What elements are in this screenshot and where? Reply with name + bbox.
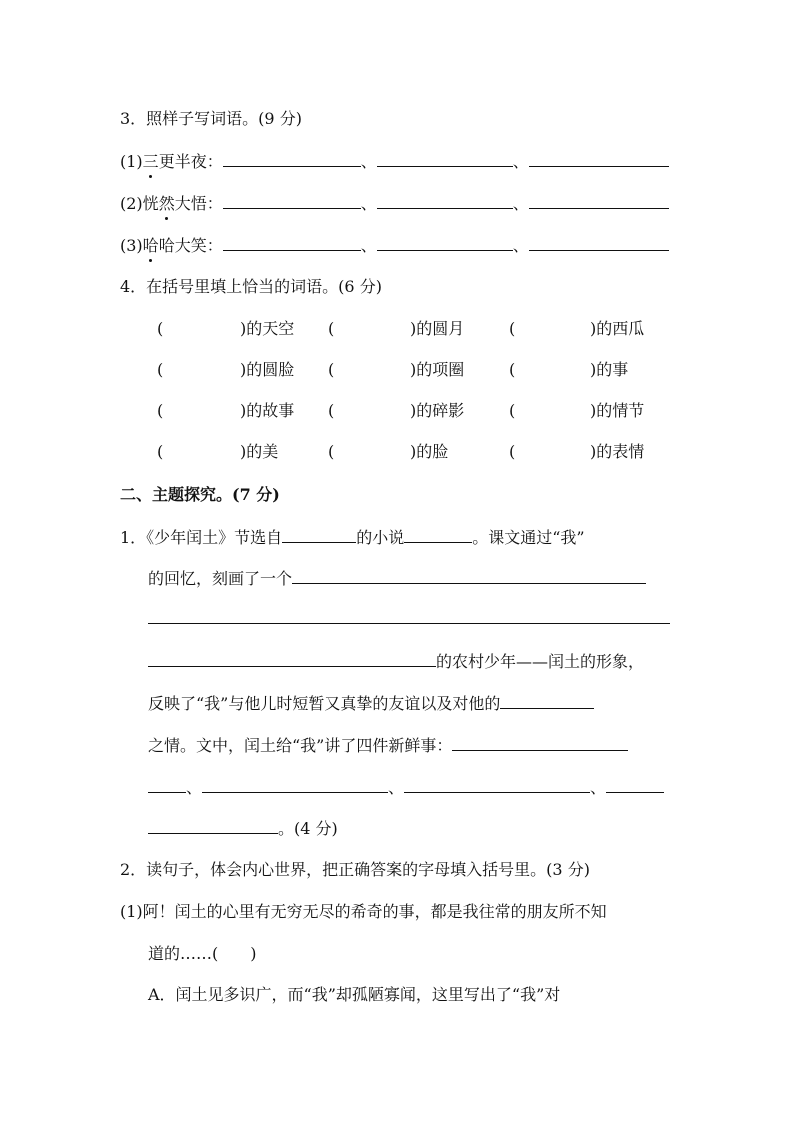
q4-cell: )的圆月 (410, 319, 465, 338)
q4-cell: )的美 (240, 442, 279, 461)
answer-blank[interactable] (223, 192, 361, 209)
open-paren: ( (157, 360, 164, 379)
answer-blank[interactable] (529, 150, 669, 167)
answer-blank[interactable] (377, 192, 513, 209)
q4-cell: )的碎影 (410, 401, 465, 420)
open-paren: ( (328, 442, 335, 461)
open-paren: ( (157, 319, 164, 338)
q4-cell: )的表情 (590, 442, 645, 461)
s2-q1-line-4: 的农村少年——闰土的形象， (148, 650, 644, 673)
answer-blank[interactable] (292, 567, 646, 584)
answer-blank[interactable] (404, 776, 590, 793)
s2-q2-title: 2．读句子，体会内心世界，把正确答案的字母填入括号里。(3 分) (120, 860, 590, 879)
q4-cell: )的事 (590, 360, 629, 379)
answer-blank[interactable] (148, 776, 186, 793)
q3-item-3: (3)哈哈大笑： 、 、 (120, 234, 669, 257)
q4-cell: )的故事 (240, 401, 295, 420)
answer-blank-full-line[interactable] (148, 623, 670, 624)
s2-q1-line-8: 。(4 分) (148, 817, 338, 840)
open-paren: ( (509, 401, 516, 420)
answer-blank[interactable] (202, 776, 388, 793)
dotted-char: 然 (158, 194, 175, 213)
q4-cell: )的脸 (410, 442, 449, 461)
q4-title: 4．在括号里填上恰当的词语。(6 分) (120, 277, 382, 296)
q4-cell: )的天空 (240, 319, 295, 338)
q4-cell: )的情节 (590, 401, 645, 420)
open-paren: ( (509, 360, 516, 379)
q4-cell: )的西瓜 (590, 319, 645, 338)
open-paren: ( (157, 401, 164, 420)
answer-blank[interactable] (223, 150, 361, 167)
s2-q1-line-2: 的回忆，刻画了一个 (148, 567, 646, 590)
answer-blank[interactable] (377, 234, 513, 251)
answer-blank[interactable] (223, 234, 361, 251)
answer-blank[interactable] (148, 650, 436, 667)
q3-title: 3．照样子写词语。(9 分) (120, 109, 302, 128)
answer-blank[interactable] (377, 150, 513, 167)
q3-item-2: (2)恍然大悟： 、 、 (120, 192, 669, 215)
open-paren: ( (509, 319, 516, 338)
q4-cell: )的项圈 (410, 360, 465, 379)
s2-q2-sub1-line-2: 道的……( ) (148, 944, 257, 963)
answer-blank[interactable] (282, 526, 356, 543)
dotted-char: 哈 (142, 236, 159, 255)
open-paren: ( (509, 442, 516, 461)
s2-q2-sub1-line-1: (1)阿！闰土的心里有无穷无尽的希奇的事，都是我往常的朋友所不知 (120, 902, 607, 921)
open-paren: ( (157, 442, 164, 461)
q4-cell: )的圆脸 (240, 360, 295, 379)
dotted-char: 三 (142, 152, 159, 171)
answer-blank[interactable] (148, 817, 278, 834)
s2-q1-line-6: 之情。文中，闰土给“我”讲了四件新鲜事： (148, 734, 628, 757)
open-paren: ( (328, 360, 335, 379)
section-2-title: 二、主题探究。(7 分) (120, 485, 280, 504)
open-paren: ( (328, 401, 335, 420)
s2-q1-line-7: 、 、 、 (148, 776, 664, 799)
answer-blank[interactable] (404, 526, 472, 543)
s2-q2-option-a: A．闰土见多识广，而“我”却孤陋寡闻，这里写出了“我”对 (148, 985, 561, 1004)
open-paren: ( (328, 319, 335, 338)
q3-item-1: (1)三更半夜： 、 、 (120, 150, 669, 173)
answer-blank[interactable] (529, 192, 669, 209)
s2-q1-line-1: 1．《少年闰土》节选自 的小说 。课文通过“我” (120, 528, 585, 547)
answer-blank[interactable] (529, 234, 669, 251)
answer-blank[interactable] (606, 776, 664, 793)
answer-blank[interactable] (452, 734, 628, 751)
s2-q1-line-5: 反映了“我”与他儿时短暂又真挚的友谊以及对他的 (148, 692, 594, 715)
answer-blank[interactable] (500, 692, 594, 709)
